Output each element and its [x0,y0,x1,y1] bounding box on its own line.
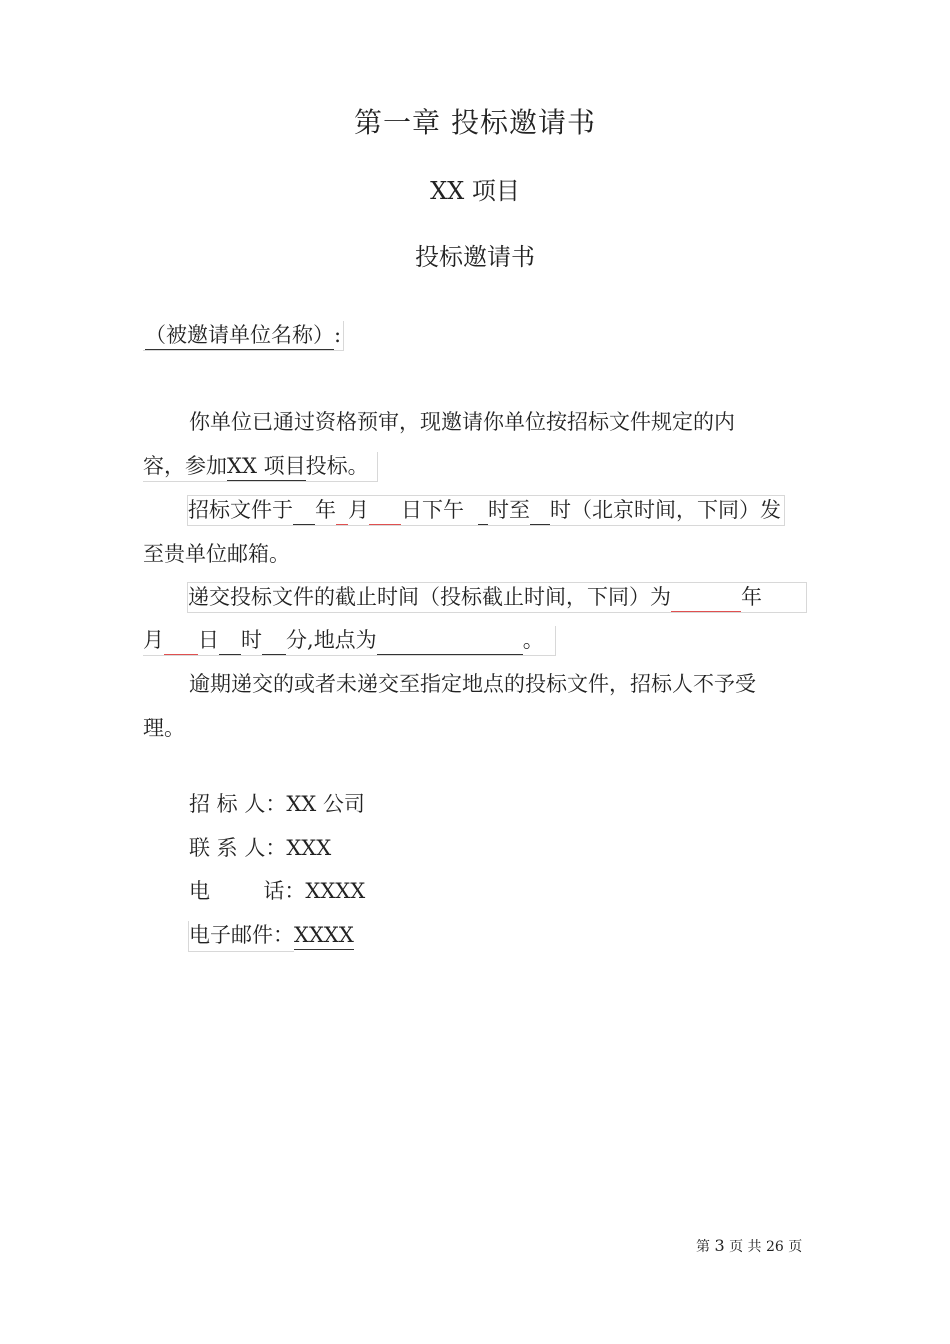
document-title: 投标邀请书 [415,243,535,271]
email-label: 电子邮件： [188,921,294,952]
page-number: 3 [714,1236,725,1255]
contact-row [189,834,331,862]
blank-day [369,496,401,525]
blank-year [293,496,315,525]
blank-hour-from [478,496,488,525]
phone-row [189,877,365,905]
page-footer: 第 3 页 共 26 页 [696,1236,803,1255]
blank-deadline-month [164,626,198,655]
blank-deadline-day [219,626,241,655]
tenderer-value: XX 公司 [286,792,365,816]
paragraph-3-line-2: 月 日 时 分,地点为 。 [143,626,556,656]
email-value: XXXX [294,921,354,950]
paragraph-2-line-2: 至贵单位邮箱。 [143,542,290,566]
contact-value: XXX [286,836,332,860]
project-reference: XX 项目 [227,452,306,481]
addressee-line [143,321,344,351]
email-row [188,921,354,952]
page-total: 26 [766,1239,784,1255]
paragraph-4-line-1: 逾期递交的或者未递交至指定地点的投标文件，招标人不予受 [189,672,756,696]
addressee: （被邀请单位名称） [145,321,334,350]
phone-value: XXXX [305,879,366,903]
blank-hour-to [530,496,550,525]
contact-label: 联 系 人： [189,836,287,860]
tenderer-row [189,790,365,818]
project-name: XX 项目 [430,177,520,205]
paragraph-4-line-2: 理。 [143,716,185,740]
paragraph-3-line-1: 递交投标文件的截止时间（投标截止时间，下同）为 年 [187,582,807,613]
blank-month [336,496,348,525]
paragraph-1-line-1: 你单位已通过资格预审，现邀请你单位按招标文件规定的内 [189,410,735,434]
blank-deadline-place [377,626,523,655]
chapter-title: 第一章 投标邀请书 [354,106,596,139]
phone-label: 电 话： [189,879,306,903]
blank-deadline-hour [262,626,286,655]
addressee-colon: : [334,323,342,347]
blank-deadline-year [671,583,741,612]
tenderer-label: 招 标 人： [189,792,287,816]
paragraph-1-line-2: 容，参加XX 项目投标。 [143,452,378,482]
paragraph-2-line-1: 招标文件于 年 月 日下午 时至 时（北京时间，下同）发 [187,495,785,526]
